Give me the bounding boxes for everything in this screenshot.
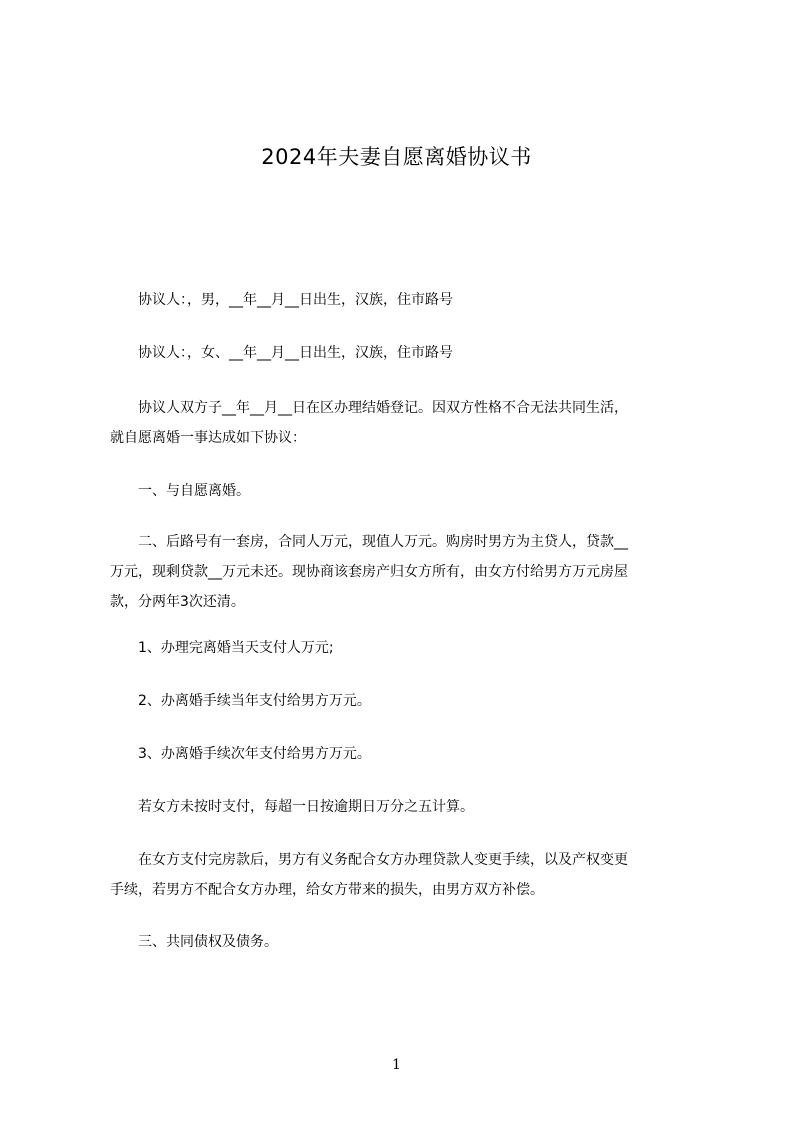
paragraph-line: 万元，现剩贷款__万元未还。现协商该套房产归女方所有，由女方付给男方万元房屋 <box>110 564 628 580</box>
paragraph-line: 3、办离婚手续次年支付给男方万元。 <box>138 746 371 762</box>
document-title: 2024年夫妻自愿离婚协议书 <box>261 145 532 169</box>
payment-item-2 <box>110 686 706 716</box>
clause-one-heading <box>110 476 706 506</box>
clause-three-heading <box>110 927 706 957</box>
paragraph-line: 协议人双方子__年__月__日在区办理结婚登记。因双方性格不合无法共同生活， <box>138 400 628 416</box>
paragraph-line: 在女方支付完房款后，男方有义务配合女方办理贷款人变更手续，以及产权变更 <box>138 852 628 868</box>
paragraph-line: 三、共同债权及债务。 <box>138 934 278 950</box>
paragraph-line: 就自愿离婚一事达成如下协议： <box>110 430 306 446</box>
paragraph-line: 协议人：，男，__年__月__日出生，汉族，住市路号 <box>138 292 453 308</box>
party-male-paragraph <box>110 285 706 315</box>
loan-transfer-paragraph <box>110 845 706 905</box>
paragraph-line: 若女方未按时支付，每超一日按逾期日万分之五计算。 <box>138 799 474 815</box>
paragraph-line: 手续，若男方不配合女方办理，给女方带来的损失，由男方双方补偿。 <box>110 882 544 898</box>
paragraph-line: 协议人：，女、__年__月__日出生，汉族，住市路号 <box>138 345 453 361</box>
paragraph-line: 二、后路号有一套房，合同人万元，现值人万元。购房时男方为主贷人，贷款__ <box>138 534 628 550</box>
paragraph-line: 款，分两年3次还清。 <box>110 594 245 610</box>
paragraph-line: 1、办理完离婚当天支付人万元; <box>138 640 334 656</box>
payment-item-1 <box>110 633 706 663</box>
marriage-registration-paragraph <box>110 393 706 453</box>
clause-two-paragraph <box>110 527 706 617</box>
payment-item-3 <box>110 739 706 769</box>
late-payment-paragraph <box>110 792 706 822</box>
page-number: 1 <box>392 1057 401 1073</box>
paragraph-line: 一、与自愿离婚。 <box>138 483 250 499</box>
party-female-paragraph <box>110 338 706 368</box>
paragraph-line: 2、办离婚手续当年支付给男方万元。 <box>138 693 371 709</box>
